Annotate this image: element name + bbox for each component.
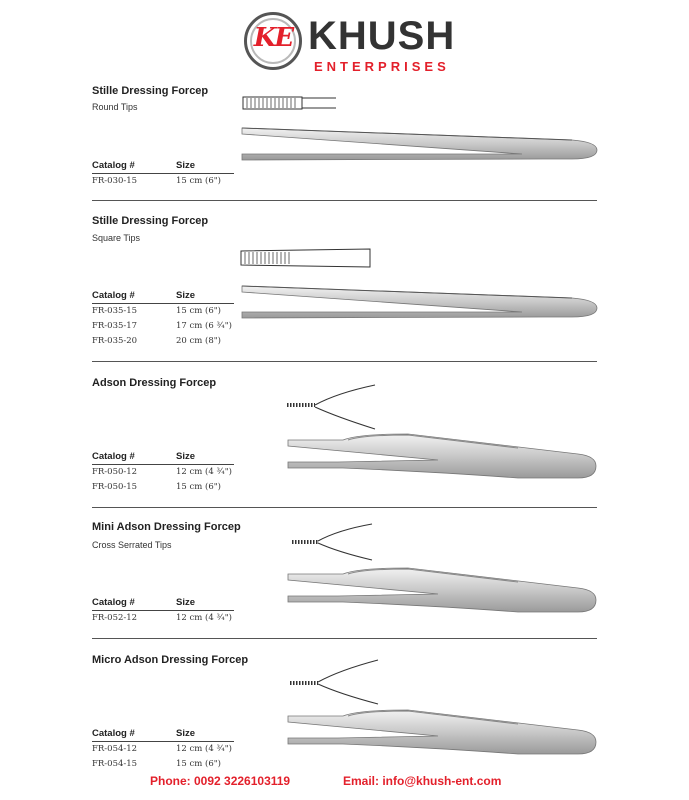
tip-detail-illustration xyxy=(240,248,372,268)
product-subtitle: Cross Serrated Tips xyxy=(92,540,172,550)
catalog-column-header: Catalog # xyxy=(92,597,135,608)
size-value: 15 cm (6") xyxy=(176,306,221,316)
table-header xyxy=(92,597,234,611)
table-row xyxy=(92,319,234,334)
table-header xyxy=(92,728,234,742)
table-row xyxy=(92,174,234,189)
catalog-number: FR-035-17 xyxy=(92,321,138,331)
table-header xyxy=(92,290,234,304)
product-title: Micro Adson Dressing Forcep xyxy=(92,654,249,666)
size-column-header: Size xyxy=(176,597,196,608)
company-logo xyxy=(244,12,454,80)
forcep-illustration xyxy=(242,280,598,325)
section-divider xyxy=(92,507,597,508)
tip-detail-illustration xyxy=(242,95,337,111)
tip-detail-illustration xyxy=(290,660,380,705)
catalog-column-header: Catalog # xyxy=(92,160,135,171)
email-address[interactable]: Email: info@khush-ent.com xyxy=(343,774,502,788)
company-subtitle: ENTERPRISES xyxy=(314,59,450,74)
catalog-number: FR-050-15 xyxy=(92,482,138,492)
size-value: 20 cm (8") xyxy=(176,336,221,346)
product-title: Adson Dressing Forcep xyxy=(92,377,217,389)
company-name: KHUSH xyxy=(308,14,456,58)
catalog-column-header: Catalog # xyxy=(92,451,135,462)
catalog-number: FR-035-15 xyxy=(92,306,138,316)
size-value: 12 cm (4 ¾") xyxy=(176,467,232,477)
table-row xyxy=(92,334,234,349)
catalog-column-header: Catalog # xyxy=(92,290,135,301)
catalog-table xyxy=(92,728,234,772)
size-value: 15 cm (6") xyxy=(176,482,221,492)
forcep-illustration xyxy=(242,122,598,167)
catalog-number: FR-035-20 xyxy=(92,336,138,346)
catalog-number: FR-030-15 xyxy=(92,176,138,186)
section-divider xyxy=(92,638,597,639)
catalog-table xyxy=(92,160,234,189)
table-row xyxy=(92,757,234,772)
table-row xyxy=(92,480,234,495)
table-row xyxy=(92,611,234,626)
size-value: 12 cm (4 ¾") xyxy=(176,613,232,623)
catalog-number: FR-050-12 xyxy=(92,467,138,477)
tip-detail-illustration xyxy=(292,524,374,562)
forcep-illustration xyxy=(288,566,598,618)
catalog-table xyxy=(92,597,234,626)
product-subtitle: Round Tips xyxy=(92,102,138,112)
catalog-number: FR-052-12 xyxy=(92,613,138,623)
catalog-column-header: Catalog # xyxy=(92,728,135,739)
product-subtitle: Square Tips xyxy=(92,233,141,243)
forcep-illustration xyxy=(288,432,598,484)
size-column-header: Size xyxy=(176,451,196,462)
table-header xyxy=(92,160,234,174)
section-divider xyxy=(92,361,597,362)
logo-initials: KE xyxy=(253,23,293,53)
tip-detail-illustration xyxy=(287,385,377,430)
size-value: 17 cm (6 ¾") xyxy=(176,321,232,331)
forcep-illustration xyxy=(288,708,598,760)
table-row xyxy=(92,304,234,319)
size-value: 15 cm (6") xyxy=(176,759,221,769)
product-title: Stille Dressing Forcep xyxy=(92,85,209,97)
product-title: Stille Dressing Forcep xyxy=(92,215,209,227)
product-title: Mini Adson Dressing Forcep xyxy=(92,521,241,533)
size-column-header: Size xyxy=(176,160,196,171)
phone-number: Phone: 0092 3226103119 xyxy=(150,774,291,788)
size-column-header: Size xyxy=(176,290,196,301)
catalog-number: FR-054-12 xyxy=(92,744,138,754)
size-value: 12 cm (4 ¾") xyxy=(176,744,232,754)
size-column-header: Size xyxy=(176,728,196,739)
section-divider xyxy=(92,200,597,201)
catalog-table xyxy=(92,451,234,495)
table-row xyxy=(92,742,234,757)
table-row xyxy=(92,465,234,480)
catalog-number: FR-054-15 xyxy=(92,759,138,769)
table-header xyxy=(92,451,234,465)
size-value: 15 cm (6") xyxy=(176,176,221,186)
catalog-table xyxy=(92,290,234,349)
